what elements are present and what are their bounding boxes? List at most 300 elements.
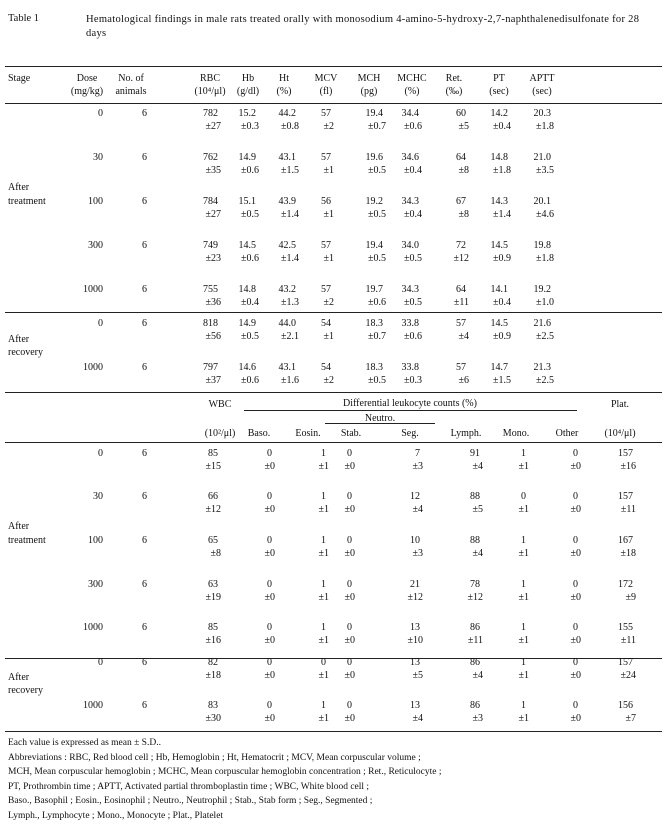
sd-value: ±27 [205, 209, 221, 220]
mean-value: 88 [470, 491, 480, 502]
mean-value: 0 [347, 491, 352, 502]
sd-value: ±12 [453, 253, 469, 264]
dose-value: 1000 [83, 622, 103, 633]
mean-value: 12 [410, 491, 420, 502]
mean-value: 13 [410, 700, 420, 711]
mean-value: 1 [521, 535, 526, 546]
header-10: PT [493, 73, 505, 84]
mean-value: 0 [347, 657, 352, 668]
sd-value: ±0 [344, 461, 355, 472]
table-caption-title: Hematological findings in male rats treated orally with monosodium 4-amino-5-hydroxy-2,7-naphthalenedisulfonate for 28 days [86, 14, 640, 39]
sd-value: ±2 [323, 297, 334, 308]
mean-value: 67 [456, 196, 466, 207]
mean-value: 20.3 [533, 108, 551, 119]
stage-label: After [8, 334, 30, 345]
sd-value: ±1 [518, 592, 529, 603]
sd-value: ±4 [472, 461, 483, 472]
sd-value: ±0 [570, 713, 581, 724]
mean-value: 0 [573, 579, 578, 590]
footnote-line: MCH, Mean corpuscular hemoglobin ; MCHC, Mean corpuscular hemoglobin concentration ; Ret., Reticulocyte ; [8, 767, 442, 777]
mean-value: 0 [347, 622, 352, 633]
sd-value: ±0 [570, 592, 581, 603]
mean-value: 797 [203, 362, 218, 373]
header-unit-1: (mg/kg) [70, 86, 104, 97]
mean-value: 818 [203, 318, 218, 329]
sd-value: ±8 [210, 548, 221, 559]
mean-value: 57 [321, 284, 331, 295]
mean-value: 0 [347, 579, 352, 590]
mean-value: 1 [321, 535, 326, 546]
sd-value: ±0.5 [404, 297, 422, 308]
sd-value: ±1 [318, 635, 329, 646]
sd-value: ±1 [518, 635, 529, 646]
sd-value: ±0.6 [241, 165, 259, 176]
mean-value: 1 [321, 579, 326, 590]
mean-value: 0 [267, 622, 272, 633]
header-9: Ret. [445, 73, 463, 84]
mean-value: 15.1 [238, 196, 256, 207]
sd-value: ±1.8 [536, 253, 554, 264]
stage-label: After [8, 672, 30, 683]
mean-value: 782 [203, 108, 218, 119]
sd-value: ±0 [570, 504, 581, 515]
mean-value: 19.2 [365, 196, 383, 207]
sd-value: ±0.4 [241, 297, 259, 308]
mean-value: 57 [321, 108, 331, 119]
sd-value: ±2.1 [281, 331, 299, 342]
stage-label: recovery [8, 685, 43, 696]
sd-value: ±2.5 [536, 331, 554, 342]
mean-value: 1 [521, 448, 526, 459]
mean-value: 19.2 [533, 284, 551, 295]
sd-value: ±1 [518, 548, 529, 559]
sd-value: ±5 [472, 504, 483, 515]
sd-value: ±0.4 [493, 121, 511, 132]
mean-value: 44.2 [278, 108, 296, 119]
sd-value: ±3 [412, 461, 423, 472]
stage-label: treatment [8, 196, 46, 207]
sd-value: ±11 [620, 635, 636, 646]
mean-value: 0 [573, 491, 578, 502]
sd-value: ±1.4 [281, 209, 299, 220]
mean-value: 1 [521, 579, 526, 590]
sd-value: ±35 [205, 165, 221, 176]
animal-count: 6 [142, 491, 147, 502]
sd-value: ±0 [344, 548, 355, 559]
mean-value: 762 [203, 152, 218, 163]
mean-value: 0 [267, 535, 272, 546]
mean-value: 10 [410, 535, 420, 546]
sd-value: ±3 [472, 713, 483, 724]
mean-value: 64 [456, 152, 466, 163]
sd-value: ±0 [344, 635, 355, 646]
mean-value: 0 [267, 700, 272, 711]
mean-value: 88 [470, 535, 480, 546]
subheader-5: Mono. [502, 428, 530, 439]
mean-value: 1 [521, 657, 526, 668]
sd-value: ±4 [472, 548, 483, 559]
sd-value: ±0.4 [404, 209, 422, 220]
dose-value: 300 [88, 240, 103, 251]
sd-value: ±3.5 [536, 165, 554, 176]
sd-value: ±0 [264, 592, 275, 603]
sd-value: ±24 [620, 670, 636, 681]
mean-value: 14.9 [238, 152, 256, 163]
footnote-line: PT, Prothrombin time ; APTT, Activated partial thromboplastin time ; WBC, White blood cell ; [8, 781, 370, 792]
header-7: MCH [357, 73, 381, 84]
mean-value: 60 [456, 108, 466, 119]
mean-value: 78 [470, 579, 480, 590]
mean-value: 0 [573, 622, 578, 633]
mean-value: 21 [410, 579, 420, 590]
mean-value: 34.3 [401, 284, 419, 295]
mean-value: 755 [203, 284, 218, 295]
mean-value: 0 [267, 579, 272, 590]
mean-value: 18.3 [365, 318, 383, 329]
mean-value: 0 [573, 448, 578, 459]
sd-value: ±0.6 [241, 253, 259, 264]
sd-value: ±0.5 [368, 209, 386, 220]
mean-value: 0 [267, 491, 272, 502]
mean-value: 749 [203, 240, 218, 251]
header-1: Dose [76, 73, 98, 84]
mean-value: 1 [321, 448, 326, 459]
header-unit-7: (pg) [360, 86, 378, 97]
mean-value: 167 [618, 535, 633, 546]
sd-value: ±11 [467, 635, 483, 646]
sd-value: ±1.8 [493, 165, 511, 176]
sd-value: ±0.5 [404, 253, 422, 264]
header-unit-6: (fl) [319, 86, 333, 97]
mean-value: 66 [208, 491, 218, 502]
subheader-4: Lymph. [450, 428, 482, 439]
mean-value: 43.9 [278, 196, 296, 207]
header-4: Hb [241, 73, 255, 84]
subheader-rule [5, 442, 662, 443]
mean-value: 155 [618, 622, 633, 633]
sd-value: ±0.7 [368, 331, 386, 342]
sd-value: ±1.6 [281, 375, 299, 386]
sd-value: ±1.3 [281, 297, 299, 308]
mean-value: 14.8 [490, 152, 508, 163]
sd-value: ±37 [205, 375, 221, 386]
sd-value: ±0.4 [493, 297, 511, 308]
mean-value: 33.8 [401, 318, 419, 329]
header-unit-9: (‰) [445, 86, 463, 97]
mean-value: 157 [618, 491, 633, 502]
animal-count: 6 [142, 448, 147, 459]
sd-value: ±1 [318, 713, 329, 724]
mean-value: 33.8 [401, 362, 419, 373]
mean-value: 14.5 [490, 318, 508, 329]
mean-value: 57 [456, 362, 466, 373]
mean-value: 14.9 [238, 318, 256, 329]
mean-value: 63 [208, 579, 218, 590]
sd-value: ±1 [518, 713, 529, 724]
sd-value: ±16 [620, 461, 636, 472]
sd-value: ±1.0 [536, 297, 554, 308]
mean-value: 1 [521, 622, 526, 633]
sd-value: ±18 [620, 548, 636, 559]
sd-value: ±1 [323, 165, 334, 176]
header-stage: Stage [8, 73, 31, 84]
stage-label: treatment [8, 535, 46, 546]
sd-value: ±2 [323, 121, 334, 132]
mean-value: 72 [456, 240, 466, 251]
sd-value: ±0 [570, 548, 581, 559]
animal-count: 6 [142, 657, 147, 668]
mean-value: 1 [321, 700, 326, 711]
section-divider-rule [5, 392, 662, 393]
stage-label: After [8, 182, 30, 193]
sd-value: ±18 [205, 670, 221, 681]
sd-value: ±12 [467, 592, 483, 603]
animal-count: 6 [142, 318, 147, 329]
dose-value: 0 [98, 657, 103, 668]
mean-value: 42.5 [278, 240, 296, 251]
animal-count: 6 [142, 284, 147, 295]
header-unit-4: (g/dl) [236, 86, 260, 97]
mean-value: 64 [456, 284, 466, 295]
header-6: MCV [314, 73, 338, 84]
animal-count: 6 [142, 700, 147, 711]
mean-value: 54 [321, 318, 331, 329]
mean-value: 7 [415, 448, 420, 459]
sd-value: ±1.4 [493, 209, 511, 220]
sd-value: ±0.5 [368, 253, 386, 264]
sd-value: ±0.5 [368, 375, 386, 386]
dose-value: 100 [88, 196, 103, 207]
sd-value: ±0.6 [404, 331, 422, 342]
sd-value: ±0.3 [241, 121, 259, 132]
mean-value: 172 [618, 579, 633, 590]
sd-value: ±0.6 [368, 297, 386, 308]
sd-value: ±4 [472, 670, 483, 681]
stage-label: After [8, 521, 30, 532]
stage-divider-rule [5, 312, 662, 313]
mean-value: 14.5 [490, 240, 508, 251]
mean-value: 0 [347, 700, 352, 711]
header-rule [5, 103, 662, 104]
mean-value: 57 [456, 318, 466, 329]
mean-value: 91 [470, 448, 480, 459]
mean-value: 43.1 [278, 152, 296, 163]
header-5: Ht [279, 73, 289, 84]
mean-value: 14.2 [490, 108, 508, 119]
header-plat: Plat. [610, 399, 630, 410]
sd-value: ±0.7 [368, 121, 386, 132]
sd-value: ±5 [458, 121, 469, 132]
mean-value: 0 [573, 700, 578, 711]
mean-value: 157 [618, 657, 633, 668]
sd-value: ±12 [407, 592, 423, 603]
mean-value: 86 [470, 700, 480, 711]
sd-value: ±1 [318, 592, 329, 603]
mean-value: 15.2 [238, 108, 256, 119]
sd-value: ±4 [412, 713, 423, 724]
subheader-3: Seg. [401, 428, 419, 439]
mean-value: 43.1 [278, 362, 296, 373]
subheader-6: Other [555, 428, 579, 439]
sd-value: ±7 [625, 713, 636, 724]
header-unit-11: (sec) [532, 86, 552, 97]
sd-value: ±11 [620, 504, 636, 515]
mean-value: 14.6 [238, 362, 256, 373]
sd-value: ±0 [344, 670, 355, 681]
mean-value: 34.6 [401, 152, 419, 163]
mean-value: 57 [321, 240, 331, 251]
mean-value: 43.2 [278, 284, 296, 295]
dose-value: 1000 [83, 284, 103, 295]
subheader-1: Eosin. [295, 428, 321, 439]
sd-value: ±0.6 [404, 121, 422, 132]
sd-value: ±1.5 [281, 165, 299, 176]
mean-value: 65 [208, 535, 218, 546]
mean-value: 19.7 [365, 284, 383, 295]
mean-value: 157 [618, 448, 633, 459]
sd-value: ±10 [407, 635, 423, 646]
mean-value: 0 [321, 657, 326, 668]
sd-value: ±2.5 [536, 375, 554, 386]
mean-value: 57 [321, 152, 331, 163]
sd-value: ±19 [205, 592, 221, 603]
mean-value: 34.4 [401, 108, 419, 119]
bottom-rule [5, 731, 662, 732]
sd-value: ±4.6 [536, 209, 554, 220]
header-neutro: Neutro. [364, 413, 396, 424]
subheader-2: Stab. [340, 428, 362, 439]
mean-value: 0 [573, 535, 578, 546]
stage-label: recovery [8, 347, 43, 358]
sd-value: ±27 [205, 121, 221, 132]
sd-value: ±1 [518, 461, 529, 472]
sd-value: ±1 [323, 209, 334, 220]
mean-value: 34.0 [401, 240, 419, 251]
dose-value: 0 [98, 318, 103, 329]
header-wbc-unit: (10²/μl) [204, 428, 236, 439]
mean-value: 14.7 [490, 362, 508, 373]
sd-value: ±8 [458, 209, 469, 220]
sd-value: ±0 [570, 670, 581, 681]
animal-count: 6 [142, 622, 147, 633]
footnote-line: Baso., Basophil ; Eosin., Eosinophil ; Neutro., Neutrophil ; Stab., Stab form ; Seg., Segmented ; [8, 796, 373, 806]
animal-count: 6 [142, 240, 147, 251]
sd-value: ±0 [264, 504, 275, 515]
sd-value: ±12 [205, 504, 221, 515]
sd-value: ±23 [205, 253, 221, 264]
mean-value: 14.8 [238, 284, 256, 295]
sd-value: ±0.6 [241, 375, 259, 386]
sd-value: ±3 [412, 548, 423, 559]
sd-value: ±4 [412, 504, 423, 515]
dose-value: 0 [98, 108, 103, 119]
top-rule [5, 66, 662, 67]
sd-value: ±0.5 [368, 165, 386, 176]
mean-value: 21.0 [533, 152, 551, 163]
mean-value: 19.8 [533, 240, 551, 251]
header-3: RBC [199, 73, 220, 84]
mean-value: 784 [203, 196, 218, 207]
sd-value: ±56 [205, 331, 221, 342]
footnote-line: Lymph., Lymphocyte ; Mono., Monocyte ; Plat., Platelet [8, 810, 224, 821]
sd-value: ±1.8 [536, 121, 554, 132]
sd-value: ±1.4 [281, 253, 299, 264]
mean-value: 54 [321, 362, 331, 373]
mean-value: 0 [347, 535, 352, 546]
sd-value: ±6 [458, 375, 469, 386]
subheader-0: Baso. [247, 428, 271, 439]
mean-value: 1 [521, 700, 526, 711]
sd-value: ±0 [264, 461, 275, 472]
sd-value: ±0 [264, 713, 275, 724]
table-caption-label: Table 1 [8, 13, 40, 24]
header-unit-10: (sec) [489, 86, 509, 97]
dose-value: 0 [98, 448, 103, 459]
mean-value: 13 [410, 622, 420, 633]
dose-value: 30 [93, 152, 103, 163]
dose-value: 1000 [83, 362, 103, 373]
animal-count: 6 [142, 108, 147, 119]
header-differential: Differential leukocyte counts (%) [343, 398, 477, 409]
sd-value: ±0 [344, 592, 355, 603]
mean-value: 19.4 [365, 108, 383, 119]
sd-value: ±16 [205, 635, 221, 646]
sd-value: ±9 [625, 592, 636, 603]
mean-value: 82 [208, 657, 218, 668]
mean-value: 86 [470, 657, 480, 668]
animal-count: 6 [142, 535, 147, 546]
differential-span-rule [244, 410, 577, 411]
sd-value: ±0.3 [404, 375, 422, 386]
mean-value: 0 [573, 657, 578, 668]
mean-value: 14.1 [490, 284, 508, 295]
header-2: No. of [118, 73, 144, 84]
sd-value: ±4 [458, 331, 469, 342]
header-8: MCHC [397, 73, 427, 84]
mean-value: 83 [208, 700, 218, 711]
mean-value: 13 [410, 657, 420, 668]
mean-value: 21.6 [533, 318, 551, 329]
sd-value: ±5 [412, 670, 423, 681]
header-unit-5: (%) [276, 86, 292, 97]
header-plat-unit: (10⁴/μl) [604, 428, 636, 439]
sd-value: ±1 [518, 670, 529, 681]
mean-value: 156 [618, 700, 633, 711]
sd-value: ±1 [318, 670, 329, 681]
sd-value: ±1 [518, 504, 529, 515]
mean-value: 34.3 [401, 196, 419, 207]
mean-value: 21.3 [533, 362, 551, 373]
animal-count: 6 [142, 152, 147, 163]
mean-value: 44.0 [278, 318, 296, 329]
sd-value: ±1 [323, 253, 334, 264]
mean-value: 18.3 [365, 362, 383, 373]
dose-value: 1000 [83, 700, 103, 711]
header-wbc: WBC [208, 399, 232, 410]
sd-value: ±15 [205, 461, 221, 472]
mean-value: 14.3 [490, 196, 508, 207]
sd-value: ±0 [264, 635, 275, 646]
mean-value: 56 [321, 196, 331, 207]
mean-value: 19.4 [365, 240, 383, 251]
sd-value: ±0 [570, 461, 581, 472]
footnote-line: Each value is expressed as mean ± S.D.. [8, 738, 161, 748]
header-unit-3: (10⁴/μl) [194, 86, 226, 97]
mean-value: 86 [470, 622, 480, 633]
header-unit-8: (%) [404, 86, 420, 97]
sd-value: ±1 [323, 331, 334, 342]
mean-value: 1 [321, 491, 326, 502]
